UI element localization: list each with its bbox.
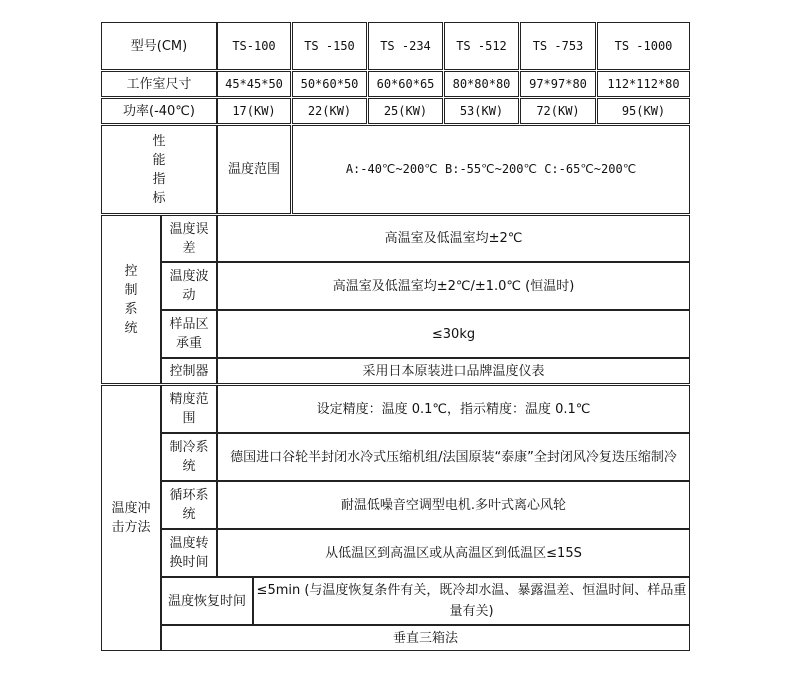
sample-load-label [161,310,217,358]
group-label-char: 控 [124,263,138,279]
group-label-char: 能 [152,152,166,168]
group-label-char: 指 [152,171,166,187]
group-label-line: 温度冲 [111,501,151,516]
group-label-char: 标 [152,190,166,206]
circulation-label [161,481,217,529]
precision-range-label [161,385,217,433]
temp-error-label [161,215,217,262]
temp-range-value: A:-40℃~200℃ B:-55℃~200℃ C:-65℃~200℃ [292,125,690,214]
model-ts-1000: TS -1000 [597,22,690,70]
sample-load-value: ≤30kg [217,310,690,358]
chamber-size-value: 112*112*80 [597,71,690,97]
label-line: 动 [182,288,196,303]
label-line: 精度范 [169,392,209,407]
power-value: 53(KW) [444,98,519,124]
controller-label: 控制器 [161,358,217,384]
label-line: 承重 [175,336,202,351]
recovery-time-label: 温度恢复时间 [161,577,253,625]
chamber-size-label: 工作室尺寸 [101,71,217,97]
group-label-char: 统 [124,320,138,336]
model-header-label: 型号(CM) [101,22,217,70]
temp-error-value: 高温室及低温室均±2℃ [217,215,690,262]
group-label-char: 制 [124,282,138,298]
label-line: 换时间 [169,555,209,570]
transition-time-value: 从低温区到高温区或从高温区到低温区≤15S [217,529,690,577]
temp-range-label: 温度范围 [217,125,291,214]
model-ts-234: TS -234 [368,22,443,70]
label-line: 温度转 [169,536,209,551]
group-label-line: 击方法 [111,520,151,535]
label-line: 统 [182,459,196,474]
performance-group-label [101,125,217,214]
label-line: 温度波 [169,269,209,284]
label-line: 循环系 [169,488,209,503]
chamber-size-value: 50*60*50 [292,71,367,97]
power-label: 功率(-40℃) [101,98,217,124]
power-value: 95(KW) [597,98,690,124]
label-line: 差 [182,240,196,256]
label-line: 制冷系 [169,440,209,455]
temp-fluctuation-value: 高温室及低温室均±2℃/±1.0℃ (恒温时) [217,262,690,310]
circulation-value: 耐温低噪音空调型电机.多叶式离心风轮 [217,481,690,529]
power-value: 25(KW) [368,98,443,124]
controller-value: 采用日本原装进口品牌温度仪表 [217,358,690,384]
power-value: 22(KW) [292,98,367,124]
precision-range-value: 设定精度：温度 0.1℃，指示精度：温度 0.1℃ [217,385,690,433]
label-line: 统 [182,507,196,522]
model-ts-753: TS -753 [520,22,596,70]
refrigeration-label [161,433,217,481]
model-ts-150: TS -150 [292,22,367,70]
recovery-time-value: ≤5min (与温度恢复条件有关，既冷却水温、暴露温差、恒温时间、样品重量有关) [253,577,690,625]
chamber-size-value: 97*97*80 [520,71,596,97]
model-ts-100: TS-100 [217,22,291,70]
power-value: 72(KW) [520,98,596,124]
transition-time-label [161,529,217,577]
chamber-size-value: 45*45*50 [217,71,291,97]
refrigeration-value: 德国进口谷轮半封闭水冷式压缩机组/法国原装“泰康”全封闭风冷复迭压缩制冷 [217,433,690,481]
chamber-size-value: 80*80*80 [444,71,519,97]
label-line: 样品区 [169,317,209,332]
group-label-char: 系 [124,301,138,317]
group-label-char: 性 [152,133,166,149]
label-line: 围 [182,411,196,426]
label-line: 温度误 [169,221,209,237]
shock-group-label [101,385,161,651]
control-group-label [101,215,161,384]
model-ts-512: TS -512 [444,22,519,70]
power-value: 17(KW) [217,98,291,124]
chamber-size-value: 60*60*65 [368,71,443,97]
method-footer: 垂直三箱法 [161,625,690,651]
temp-fluctuation-label [161,262,217,310]
